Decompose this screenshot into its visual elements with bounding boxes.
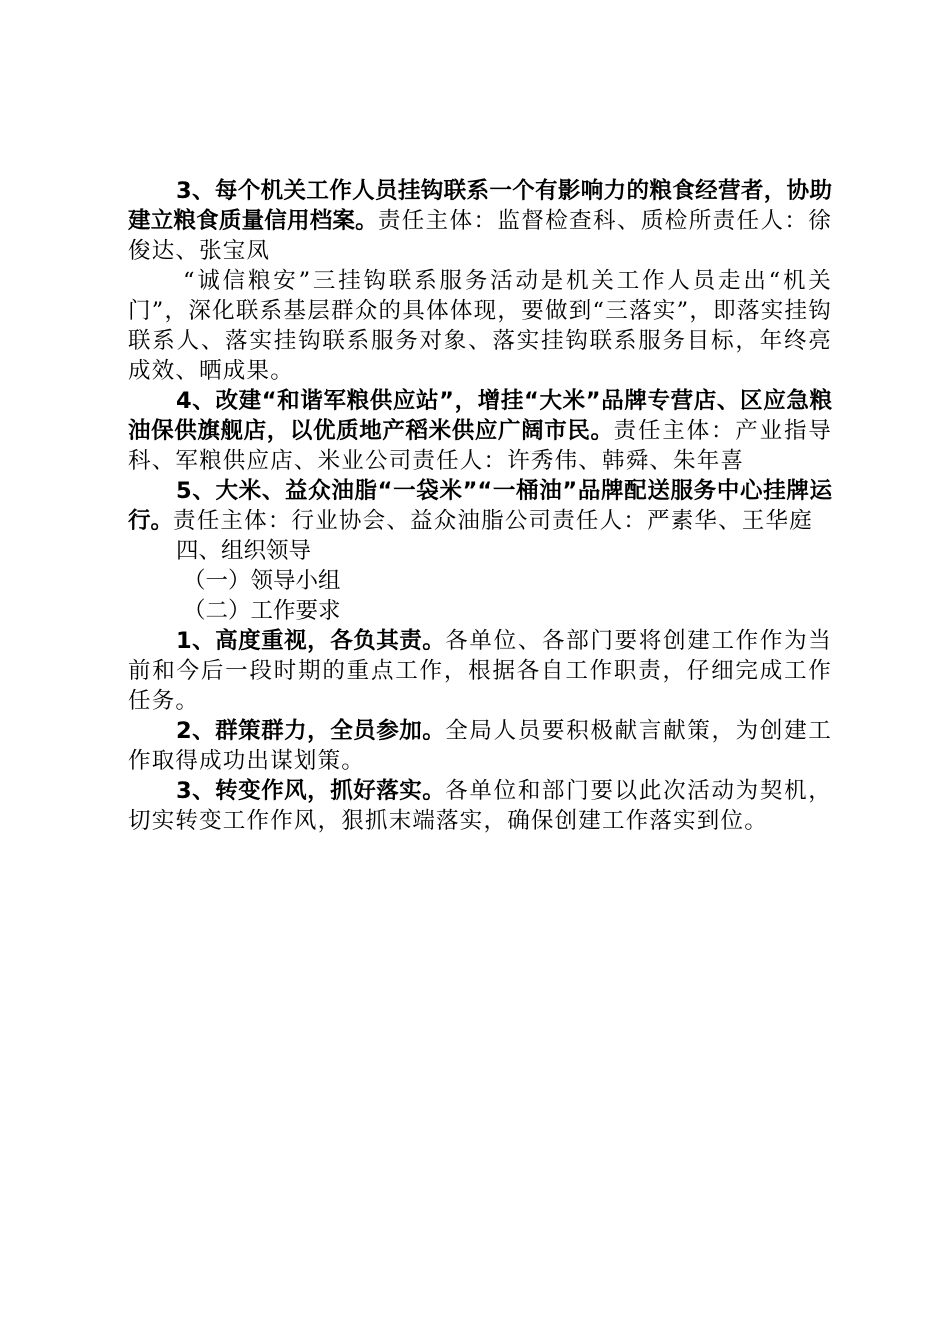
item-5-heading: 5、大米、益众油脂“一袋米”“一桶油”品牌配送服务中心挂牌运行。 — [128, 478, 832, 534]
requirement-2-text: 全局人员要积极献言献策，为创建工作取得成功出谋划策。 — [128, 718, 832, 774]
requirement-2-heading: 2、群策群力，全员参加。 — [176, 718, 446, 744]
item-3-heading: 3、每个机关工作人员挂钩联系一个有影响力的粮食经营者，协助建立粮食质量信用档案。 — [128, 178, 832, 234]
item-3-text: 责任主体：监督检查科、质检所责任人：徐俊达、张宝凤 — [128, 208, 832, 264]
item-5-paragraph — [128, 476, 832, 536]
item-4-heading: 4、改建“和谐军粮供应站”，增挂“大米”品牌专营店、区应急粮油保供旗舰店，以优质地产稻米供应广阔市民。 — [128, 388, 832, 444]
subsection-one-title: （一）领导小组 — [183, 568, 341, 594]
subsection-two-title: （二）工作要求 — [183, 598, 341, 624]
requirement-3-paragraph — [128, 776, 832, 836]
item-5-text: 责任主体：行业协会、益众油脂公司责任人：严素华、王华庭 — [173, 508, 813, 534]
requirement-1-heading: 1、高度重视，各负其责。 — [176, 628, 446, 654]
document-body — [128, 176, 832, 836]
explanation-text: “诚信粮安”三挂钩联系服务活动是机关工作人员走出“机关门”，深化联系基层群众的具体体现，要做到“三落实”，即落实挂钩联系人、落实挂钩联系服务对象、落实挂钩联系服务目标，年终亮成效、晒成果。 — [128, 268, 832, 384]
explanation-paragraph — [128, 266, 832, 386]
item-4-text: 责任主体：产业指导科、军粮供应店、米业公司责任人：许秀伟、韩舜、朱年喜 — [128, 418, 832, 474]
requirement-1-paragraph — [128, 626, 832, 716]
requirement-2-paragraph — [128, 716, 832, 776]
requirement-3-text: 各单位和部门要以此次活动为契机，切实转变工作作风，狠抓末端落实，确保创建工作落实到位。 — [128, 778, 832, 834]
requirement-1-text: 各单位、各部门要将创建工作作为当前和今后一段时期的重点工作，根据各自工作职责，仔细完成工作任务。 — [128, 628, 832, 714]
section-four-title: 四、组织领导 — [176, 538, 312, 564]
item-4-paragraph — [128, 386, 832, 476]
item-3-paragraph — [128, 176, 832, 266]
requirement-3-heading: 3、转变作风，抓好落实。 — [176, 778, 446, 804]
